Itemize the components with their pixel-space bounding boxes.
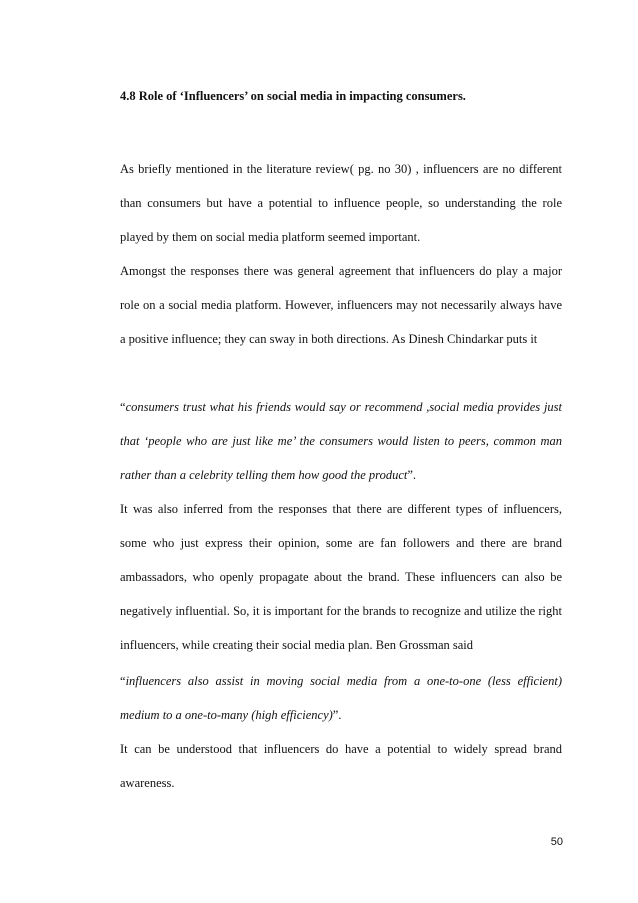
paragraph-literature-review bbox=[120, 152, 562, 254]
quote-text: consumers trust what his friends would say or recommend ,social media provides just that ‘people who are just like me’ the consumers would listen to peers, common man rather than a celebrity telling them how good the product bbox=[120, 400, 562, 482]
quote-open-mark: “ bbox=[120, 400, 126, 414]
quote-block bbox=[120, 664, 562, 732]
paragraph-conclusion bbox=[120, 732, 562, 800]
quote-open-mark: “ bbox=[120, 674, 126, 688]
paragraph-text: As briefly mentioned in the literature review( pg. no 30) , influencers are no different than consumers but have a potential to influence people, so understanding the role played by them on social media platform seemed important. bbox=[120, 162, 562, 244]
paragraph-text: Amongst the responses there was general agreement that influencers do play a major role on a social media platform. However, influencers may not necessarily always have a positive influence; they can sway in both directions. As Dinesh Chindarkar puts it bbox=[120, 264, 562, 346]
paragraph-types-of-influencers bbox=[120, 492, 562, 662]
paragraph-text: It was also inferred from the responses that there are different types of influencers, some who just express their opinion, some are fan followers and there are brand ambassadors, who openly propagate about the brand. These influencers can also be negatively influential. So, it is important for the brands to recognize and utilize the right influencers, while creating their social media plan. Ben Grossman said bbox=[120, 502, 562, 652]
quote-dinesh-chindarkar bbox=[120, 390, 562, 492]
paragraph-text: It can be understood that influencers do have a potential to widely spread brand awareness. bbox=[120, 742, 562, 790]
quote-text: influencers also assist in moving social media from a one-to-one (less efficient) medium to a one-to-many (high efficiency) bbox=[120, 674, 562, 722]
paragraph-general-agreement bbox=[120, 254, 562, 356]
quote-close-mark: ”. bbox=[407, 468, 417, 482]
page-number: 50 bbox=[550, 836, 563, 848]
section-heading: 4.8 Role of ‘Influencers’ on social media in impacting consumers. bbox=[120, 89, 466, 103]
quote-block bbox=[120, 390, 562, 492]
quote-close-mark: ”. bbox=[332, 708, 342, 722]
quote-ben-grossman bbox=[120, 664, 562, 732]
